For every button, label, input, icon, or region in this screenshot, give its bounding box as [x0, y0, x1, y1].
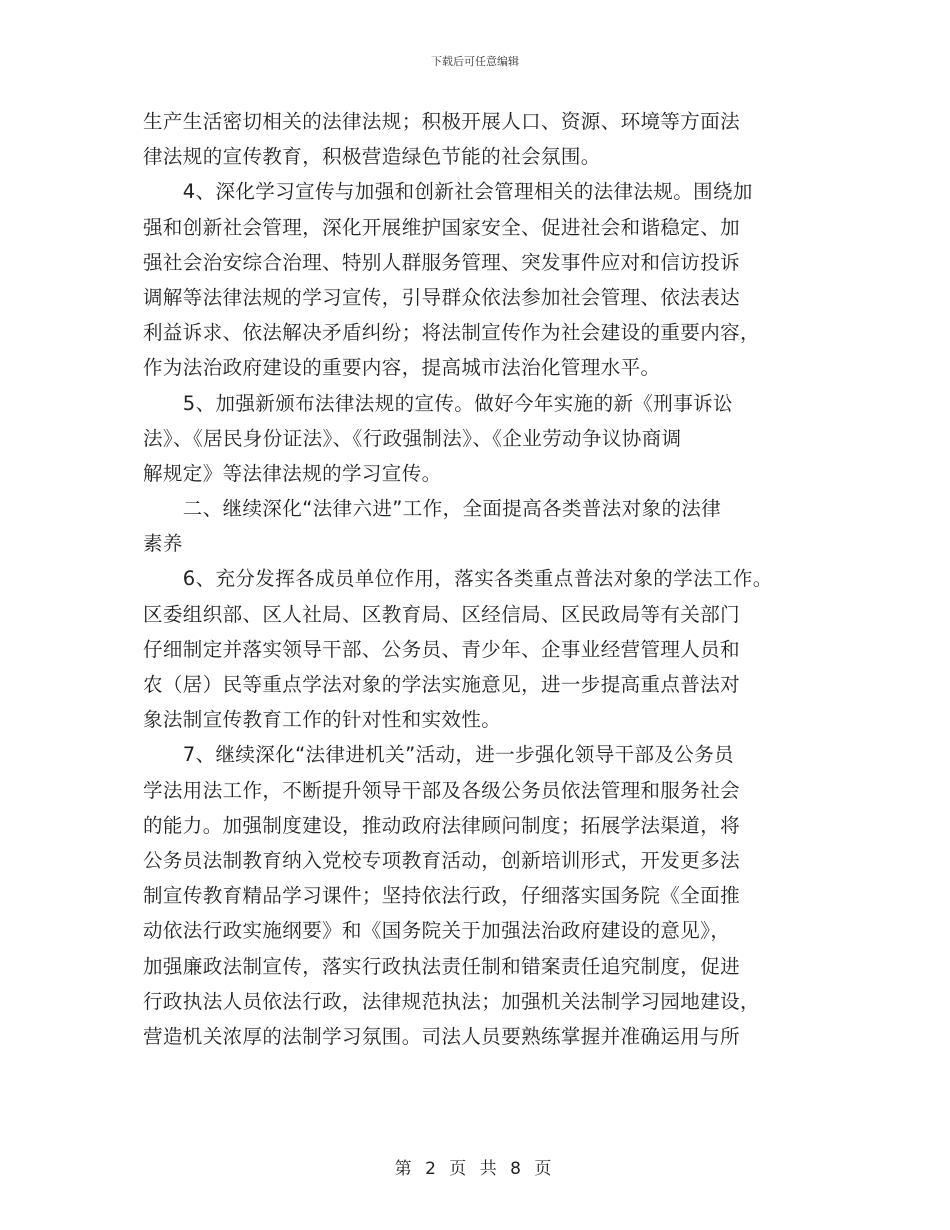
- text-line: 公务员法制教育纳入党校专项教育活动，创新培训形式，开发更多法: [143, 848, 741, 872]
- text-line: 学法用法工作，不断提升领导干部及各级公务员依法管理和服务社会: [143, 778, 741, 802]
- text-line: 律法规的宣传教育，积极营造绿色节能的社会氛围。: [143, 145, 601, 169]
- text-line: 动依法行政实施纲要》和《国务院关于加强法治政府建设的意见》，: [143, 919, 731, 943]
- text-line: 仔细制定并落实领导干部、公务员、青少年、企事业经营管理人员和: [143, 637, 741, 661]
- text-line: 农（居）民等重点学法对象的学法实施意见，进一步提高重点普法对: [143, 673, 741, 696]
- page-header: 下载后可任意编辑: [431, 55, 519, 68]
- text-line: 调解等法律法规的学习宣传，引导群众依法参加社会管理、依法表达: [143, 285, 741, 309]
- text-line: 素养: [143, 532, 183, 556]
- text-line: 生产生活密切相关的法律法规；积极开展人口、资源、环境等方面法: [143, 110, 741, 133]
- text-line: 5、加强新颁布法律法规的宣传。做好今年实施的新《刑事诉讼: [143, 391, 733, 415]
- text-line: 制宣传教育精品学习课件；坚持依法行政，仔细落实国务院《全面推: [143, 884, 741, 908]
- text-line: 7、继续深化“法律进机关”活动，进一步强化领导干部及公务员: [143, 743, 735, 767]
- text-line: 区委组织部、区人社局、区教育局、区经信局、区民政局等有关部门: [143, 602, 741, 626]
- text-line: 利益诉求、依法解决矛盾纠纷；将法制宣传作为社会建设的重要内容，: [143, 321, 760, 345]
- text-line: 6、充分发挥各成员单位作用，落实各类重点普法对象的学法工作。: [143, 567, 773, 591]
- text-line: 作为法治政府建设的重要内容，提高城市法治化管理水平。: [143, 356, 661, 380]
- text-line: 二、继续深化“法律六进”工作，全面提高各类普法对象的法律: [143, 497, 722, 521]
- text-line: 加强廉政法制宣传，落实行政执法责任制和错案责任追究制度，促进: [143, 954, 741, 978]
- text-line: 的能力。加强制度建设，推动政府法律顾问制度；拓展学法渠道，将: [143, 813, 741, 837]
- text-line: 解规定》等法律法规的学习宣传。: [143, 461, 442, 485]
- text-line: 营造机关浓厚的法制学习氛围。司法人员要熟练掌握并准确运用与所: [143, 1024, 741, 1048]
- text-line: 强和创新社会管理，深化开展维护国家安全、促进社会和谐稳定、加: [143, 215, 741, 239]
- text-line: 象法制宣传教育工作的针对性和实效性。: [143, 708, 502, 732]
- text-line: 行政执法人员依法行政，法律规范执法；加强机关法制学习园地建设，: [143, 989, 760, 1013]
- text-line: 法》、《居民身份证法》、《行政强制法》、《企业劳动争议协商调: [143, 426, 682, 450]
- text-line: 强社会治安综合治理、特别人群服务管理、突发事件应对和信访投诉: [143, 250, 741, 274]
- body-text: [143, 104, 823, 1054]
- page-footer: 第 2 页 共 8 页: [394, 1159, 556, 1179]
- text-line: 4、深化学习宣传与加强和创新社会管理相关的法律法规。围绕加: [143, 180, 753, 204]
